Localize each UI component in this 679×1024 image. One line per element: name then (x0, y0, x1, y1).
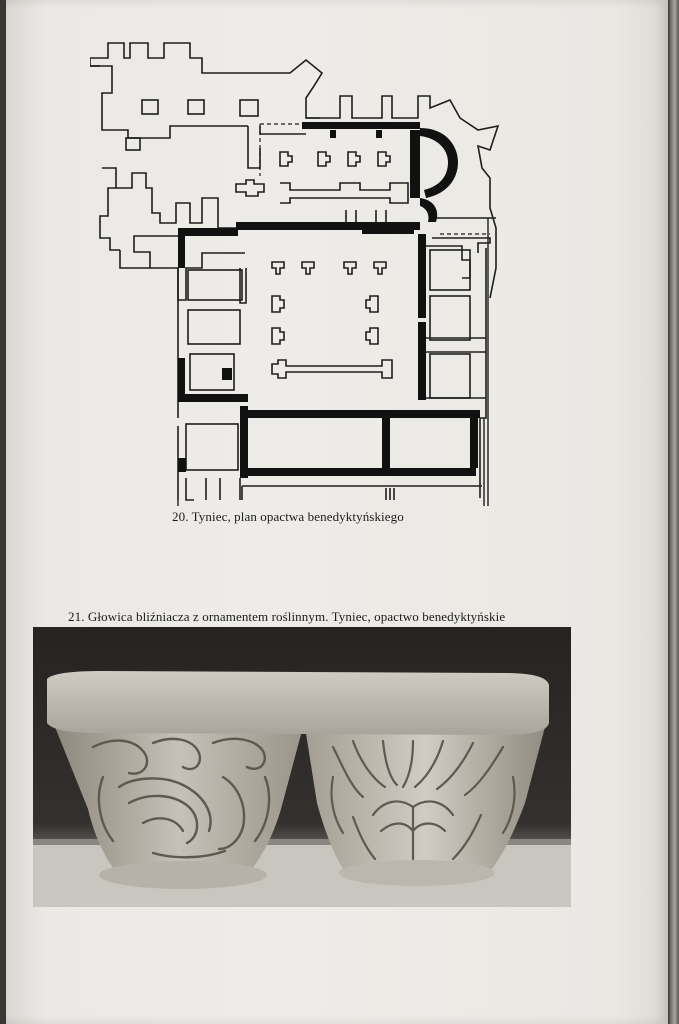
twin-capital-photo (33, 627, 571, 907)
figure-21-caption: 21. Głowica bliźniacza z ornamentem roślinnym. Tyniec, opactwo benedyktyńskie (68, 609, 506, 624)
figure-20-caption: 20. Tyniec, plan opactwa benedyktyńskiego (172, 509, 404, 524)
page-edge (668, 0, 679, 1024)
book-page (6, 0, 668, 1024)
abbey-floor-plan (90, 38, 500, 506)
